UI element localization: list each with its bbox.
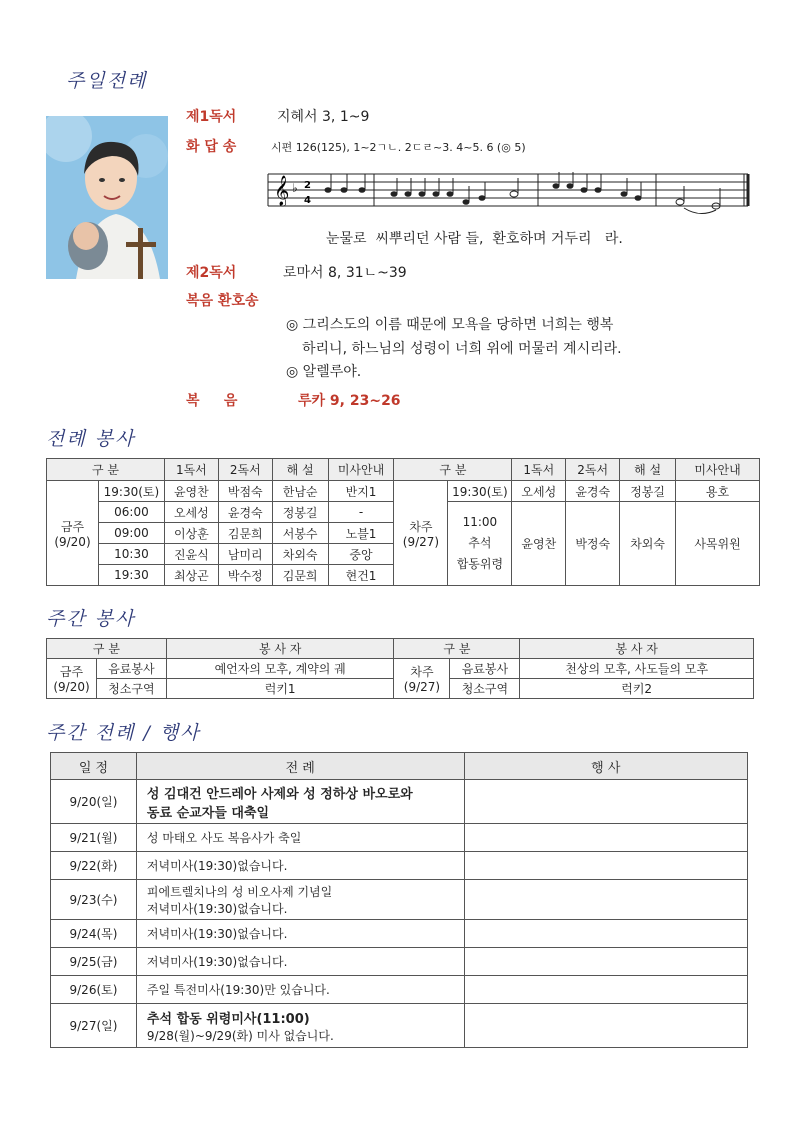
table-cell: 럭키1 (166, 679, 394, 699)
col-header: 봉 사 자 (166, 639, 394, 659)
table-cell: 럭키2 (520, 679, 754, 699)
this-week-label: 금주 (59, 665, 84, 679)
col-header: 1독서 (164, 459, 218, 481)
schedule-date: 9/22(화) (51, 852, 137, 880)
col-header: 구 분 (47, 459, 165, 481)
special-mass-time: 11:00 (462, 515, 498, 529)
next-week-date: (9/27) (402, 534, 440, 549)
table-cell: 박수정 (218, 565, 272, 586)
col-header: 미사안내 (328, 459, 394, 481)
col-header: 미사안내 (676, 459, 760, 481)
schedule-date: 9/26(토) (51, 976, 137, 1004)
this-week-cell (47, 659, 97, 699)
table-cell: 이상훈 (164, 523, 218, 544)
table-cell: 사목위원 (676, 502, 760, 586)
this-week-label: 금주 (60, 519, 85, 534)
table-cell: 반지1 (328, 481, 394, 502)
table-cell: 최상곤 (164, 565, 218, 586)
special-mass-line3: 합동위령 (456, 557, 504, 571)
this-week-cell (47, 481, 99, 586)
acclamation-line2: 하리니, 하느님의 성령이 너희 위에 머물러 계시리라. (302, 341, 622, 357)
schedule-event (464, 852, 748, 880)
table-cell: 박정숙 (566, 502, 620, 586)
gospel-label: 복 음 (186, 393, 238, 409)
schedule-event (464, 920, 748, 948)
table-cell: 서봉수 (272, 523, 328, 544)
col-header: 구 분 (47, 639, 167, 659)
col-header: 구 분 (394, 639, 520, 659)
weekly-service-heading: 주간 봉사 (46, 608, 136, 630)
first-reading-text: 지혜서 3, 1~9 (277, 109, 370, 125)
schedule-date: 9/23(수) (51, 880, 137, 920)
table-cell: 정봉길 (272, 502, 328, 523)
table-cell: 오세성 (164, 502, 218, 523)
liturgy-line: 추석 합동 위령미사(11:00) (146, 1011, 310, 1027)
next-week-cell (394, 659, 450, 699)
table-cell: 김문희 (218, 523, 272, 544)
special-mass-line2: 추석 (468, 536, 492, 550)
table-cell: 윤영찬 (164, 481, 218, 502)
col-header: 해 설 (272, 459, 328, 481)
schedule-liturgy (136, 1004, 464, 1048)
table-cell: 차외숙 (620, 502, 676, 586)
schedule-date: 9/21(월) (51, 824, 137, 852)
liturgy-line: 저녁미사(19:30)없습니다. (146, 901, 288, 916)
svg-text:♭: ♭ (292, 181, 298, 195)
schedule-event (464, 780, 748, 824)
liturgy-line: 성 김대건 안드레아 사제와 성 정하상 바오로와 (146, 786, 413, 802)
next-week-label: 차주 (410, 665, 434, 679)
table-cell: 오세성 (512, 481, 566, 502)
col-header: 2독서 (218, 459, 272, 481)
schedule-event (464, 976, 748, 1004)
weekly-service-table (46, 638, 754, 699)
liturgy-line: 저녁미사(19:30)없습니다. (136, 948, 464, 976)
table-cell: 현건1 (328, 565, 394, 586)
svg-text:2: 2 (304, 180, 311, 191)
music-staff (266, 166, 750, 216)
schedule-date: 9/20(일) (51, 780, 137, 824)
table-cell: 음료봉사 (96, 659, 166, 679)
martyr-illustration (46, 116, 168, 279)
table-cell: 19:30 (98, 565, 164, 586)
schedule-date: 9/24(목) (51, 920, 137, 948)
liturgy-line: 9/28(월)~9/29(화) 미사 없습니다. (146, 1028, 334, 1043)
col-header: 일 정 (51, 753, 137, 780)
weekly-schedule-heading: 주간 전례 / 행사 (46, 722, 201, 744)
svg-text:4: 4 (304, 195, 311, 206)
page-title: 주일전례 (66, 70, 148, 92)
table-cell: 김문희 (272, 565, 328, 586)
psalm-label: 화 답 송 (186, 139, 237, 155)
this-week-date: (9/20) (54, 534, 91, 549)
col-header: 행 사 (464, 753, 748, 780)
liturgy-line: 피에트렐치나의 성 비오사제 기념일 (146, 884, 333, 899)
table-cell: 남미리 (218, 544, 272, 565)
svg-text:𝄞: 𝄞 (274, 176, 290, 206)
schedule-date: 9/25(금) (51, 948, 137, 976)
table-cell: 중앙 (328, 544, 394, 565)
col-header: 해 설 (620, 459, 676, 481)
table-cell: 윤경숙 (218, 502, 272, 523)
next-week-cell (394, 481, 448, 586)
table-cell: 청소구역 (96, 679, 166, 699)
table-cell: 06:00 (98, 502, 164, 523)
col-header: 전 례 (136, 753, 464, 780)
table-cell: 예언자의 모후, 계약의 궤 (166, 659, 394, 679)
table-cell: 천상의 모후, 사도들의 모후 (520, 659, 754, 679)
table-cell: 10:30 (98, 544, 164, 565)
schedule-event (464, 824, 748, 852)
table-cell: 진윤식 (164, 544, 218, 565)
table-cell: 윤경숙 (566, 481, 620, 502)
next-week-label: 차주 (409, 519, 433, 534)
liturgy-service-table (46, 458, 760, 586)
psalm-lyrics: 눈물로 씨뿌리던 사람 들, 환호하며 거두리 라. (326, 231, 623, 247)
second-reading-label: 제2독서 (186, 265, 237, 281)
next-week-date: (9/27) (403, 680, 441, 694)
col-header: 구 분 (394, 459, 512, 481)
table-cell: 정봉길 (620, 481, 676, 502)
schedule-event (464, 880, 748, 920)
psalm-text: 시편 126(125), 1~2ㄱㄴ. 2ㄷㄹ~3. 4~5. 6 (◎ 5) (271, 141, 526, 154)
acclamation-label: 복음 환호송 (186, 293, 259, 309)
liturgy-line: 저녁미사(19:30)없습니다. (136, 920, 464, 948)
acclamation-line3: ◎ 알렐루야. (286, 364, 362, 380)
col-header: 봉 사 자 (520, 639, 754, 659)
this-week-date: (9/20) (53, 680, 90, 694)
second-reading-text: 로마서 8, 31ㄴ~39 (283, 265, 407, 281)
table-cell: - (328, 502, 394, 523)
liturgy-line: 주일 특전미사(19:30)만 있습니다. (136, 976, 464, 1004)
schedule-event (464, 948, 748, 976)
schedule-date: 9/27(일) (51, 1004, 137, 1048)
table-cell: 윤영찬 (512, 502, 566, 586)
col-header: 2독서 (566, 459, 620, 481)
acclamation-line1: ◎ 그리스도의 이름 때문에 모욕을 당하면 너희는 행복 (286, 317, 614, 333)
table-cell: 청소구역 (450, 679, 520, 699)
schedule-liturgy (136, 780, 464, 824)
weekly-schedule-table (50, 752, 748, 1048)
gospel-text: 루카 9, 23~26 (298, 393, 401, 409)
liturgy-line: 성 마태오 사도 복음사가 축일 (136, 824, 464, 852)
table-cell: 용호 (676, 481, 760, 502)
table-cell: 19:30(토) (98, 481, 164, 502)
table-cell: 음료봉사 (450, 659, 520, 679)
first-reading-label: 제1독서 (186, 109, 237, 125)
table-cell: 19:30(토) (448, 481, 512, 502)
liturgy-line: 저녁미사(19:30)없습니다. (136, 852, 464, 880)
table-cell: 09:00 (98, 523, 164, 544)
liturgy-line: 동료 순교자들 대축일 (146, 805, 269, 821)
table-cell: 한남순 (272, 481, 328, 502)
table-cell: 차외숙 (272, 544, 328, 565)
schedule-event (464, 1004, 748, 1048)
col-header: 1독서 (512, 459, 566, 481)
schedule-liturgy (136, 880, 464, 920)
liturgy-service-heading: 전례 봉사 (46, 428, 136, 450)
table-cell: 노블1 (328, 523, 394, 544)
table-cell: 박점숙 (218, 481, 272, 502)
special-mass-cell (448, 502, 512, 586)
